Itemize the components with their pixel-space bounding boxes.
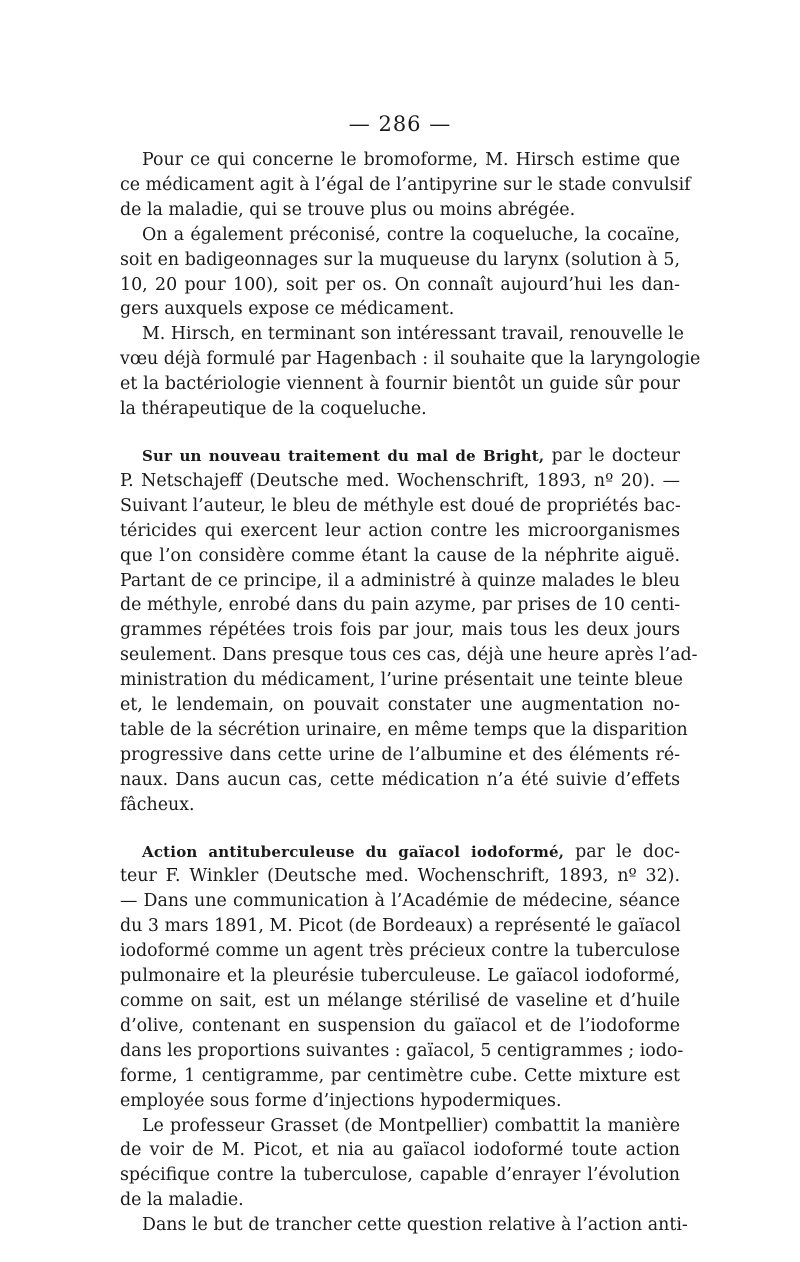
- text-line: fâcheux.: [120, 794, 195, 815]
- text-line: ce médicament agit à l’égal de l’antipyrine sur le stade convulsif: [120, 174, 691, 195]
- article-heading: Action antituberculeuse du gaïacol iodoformé,: [142, 842, 565, 861]
- text-line: que l’on considère comme étant la cause de la néphrite aiguë.: [120, 545, 680, 566]
- text-line: pulmonaire et la pleurésie tuberculeuse. Le gaïacol iodoformé,: [120, 966, 680, 987]
- text-line: de méthyle, enrobé dans du pain azyme, par prises de 10 centi-: [120, 595, 681, 616]
- heading-author-intro: par le docteur: [544, 445, 680, 466]
- article-heading-line: [120, 444, 680, 469]
- text-line: seulement. Dans presque tous ces cas, déjà une heure après l’ad-: [120, 645, 698, 666]
- section-spacer: [120, 422, 680, 444]
- text-line: du 3 mars 1891, M. Picot (de Bordeaux) a représenté le gaïacol: [120, 916, 681, 937]
- text-line: vœu déjà formulé par Hagenbach : il souhaite que la laryngologie: [120, 349, 701, 370]
- text-line: téricides qui exercent leur action contre les microorganismes: [120, 520, 680, 541]
- text-line: grammes répétées trois fois par jour, mais tous les deux jours: [120, 620, 680, 641]
- text-line: dans les proportions suivantes : gaïacol, 5 centigrammes ; iodo-: [120, 1040, 684, 1061]
- article-gaiacol: [120, 840, 684, 1114]
- paragraph: [120, 322, 701, 422]
- text-line: de voir de M. Picot, et nia au gaïacol iodoformé toute action: [120, 1140, 680, 1161]
- article-heading-line: [120, 840, 680, 865]
- text-line: ministration du médicament, l’urine présentait une teinte bleue: [120, 670, 683, 691]
- text-line: On a également préconisé, contre la coqueluche, la cocaïne,: [142, 224, 680, 245]
- text-line: employée sous forme d’injections hypodermiques.: [120, 1090, 562, 1111]
- text-line: Le professeur Grasset (de Montpellier) combattit la manière: [142, 1115, 680, 1136]
- paragraph: [120, 1213, 688, 1238]
- text-line: spécifique contre la tuberculose, capable d’enrayer l’évolution: [120, 1165, 680, 1186]
- text-line: — Dans une communication à l’Académie de médecine, séance: [120, 891, 680, 912]
- article-bright: [120, 444, 698, 818]
- article-heading: Sur un nouveau traitement du mal de Bright,: [142, 446, 545, 465]
- text-line: progressive dans cette urine de l’albumine et des éléments ré-: [120, 744, 680, 765]
- text-line: teur F. Winkler (Deutsche med. Wochenschrift, 1893, nº 32).: [120, 866, 680, 887]
- text-line: table de la sécrétion urinaire, en même temps que la disparition: [120, 719, 688, 740]
- text-line: Partant de ce principe, il a administré à quinze malades le bleu: [120, 570, 680, 591]
- text-line: de la maladie, qui se trouve plus ou moins abrégée.: [120, 199, 576, 220]
- section-spacer: [120, 818, 680, 840]
- text-line: 10, 20 pour 100), soit per os. On connaît aujourd’hui les dan-: [120, 274, 680, 295]
- text-line: et la bactériologie viennent à fournir bientôt un guide sûr pour: [120, 374, 680, 395]
- text-line: M. Hirsch, en terminant son intéressant travail, renouvelle le: [142, 324, 684, 345]
- text-line: P. Netschajeff (Deutsche med. Wochenschrift, 1893, nº 20). —: [120, 470, 680, 491]
- page-number: — 286 —: [348, 112, 452, 136]
- text-line: naux. Dans aucun cas, cette médication n’a été suivie d’effets: [120, 769, 680, 790]
- paragraph: [120, 1114, 680, 1214]
- text-line: de la maladie.: [120, 1190, 244, 1211]
- text-line: iodoformé comme un agent très précieux contre la tuberculose: [120, 941, 680, 962]
- text-line: la thérapeutique de la coqueluche.: [120, 399, 427, 420]
- text-line: et, le lendemain, on pouvait constater une augmentation no-: [120, 695, 680, 716]
- text-line: comme on sait, est un mélange stérilisé de vaseline et d’huile: [120, 991, 680, 1011]
- text-line: forme, 1 centigramme, par centimètre cube. Cette mixture est: [120, 1065, 680, 1086]
- text-line: soit en badigeonnages sur la muqueuse du larynx (solution à 5,: [120, 249, 680, 270]
- text-line: d’olive, contenant en suspension du gaïacol et de l’iodoforme: [120, 1015, 680, 1036]
- text-line: gers auxquels expose ce médicament.: [120, 299, 455, 320]
- text-line: Pour ce qui concerne le bromoforme, M. Hirsch estime que: [142, 150, 680, 170]
- paragraph: [120, 148, 691, 223]
- paragraph: [120, 223, 680, 323]
- text-line: Suivant l’auteur, le bleu de méthyle est doué de propriétés bac-: [120, 495, 681, 516]
- body-text: [120, 148, 701, 1238]
- heading-author-intro: par le doc-: [564, 841, 680, 862]
- text-line: Dans le but de trancher cette question relative à l’action anti-: [142, 1215, 688, 1236]
